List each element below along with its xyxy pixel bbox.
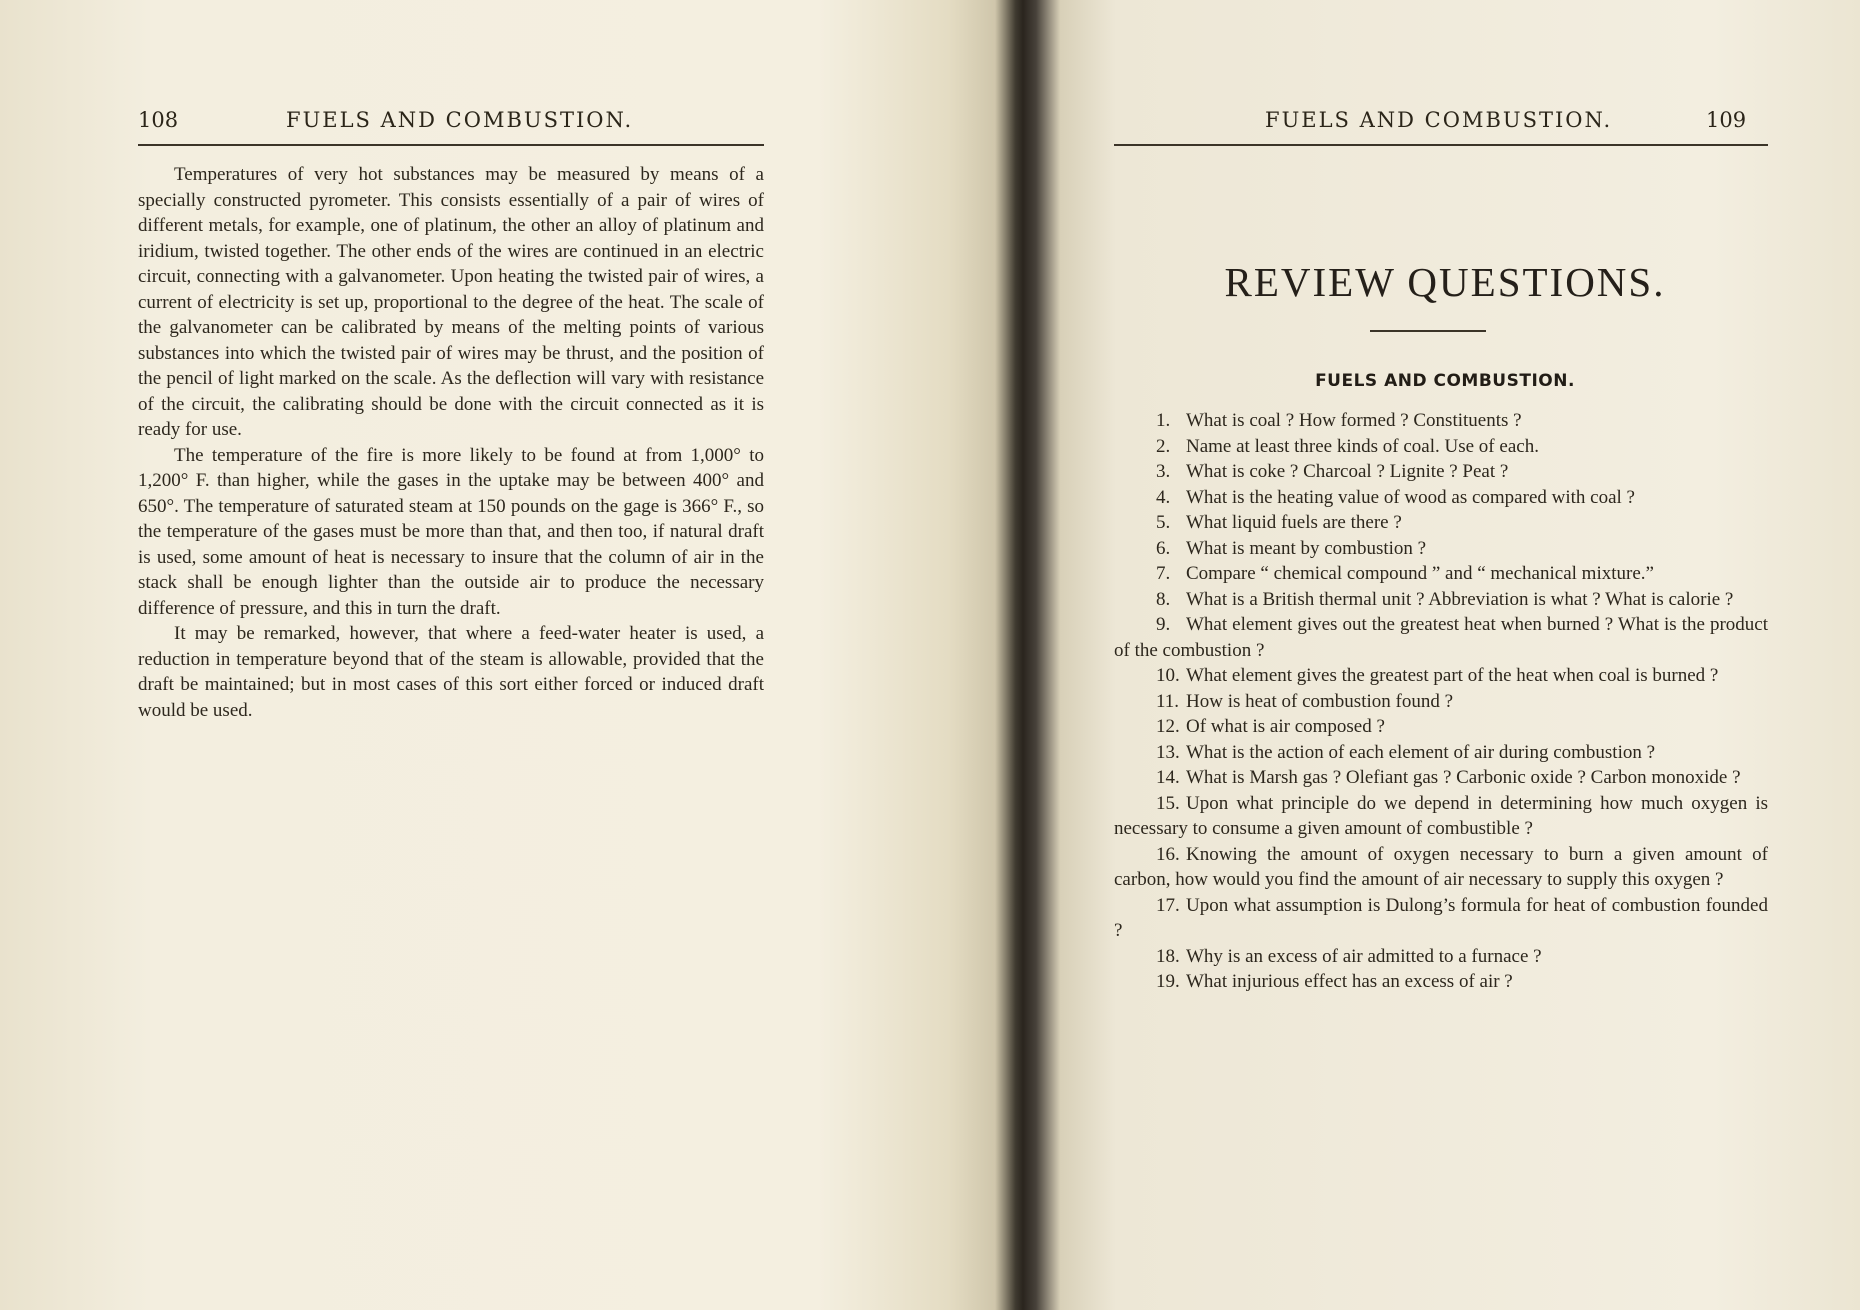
question-text: What is a British thermal unit ? Abbreviation is what ? What is calorie ? [1186, 588, 1734, 610]
right-header-rule [1114, 144, 1768, 146]
question-text: What is meant by combustion ? [1186, 537, 1427, 559]
question-item [1114, 561, 1768, 587]
question-list [1114, 408, 1768, 995]
right-running-head: FUELS AND COMBUSTION. [1265, 108, 1613, 132]
question-item [1114, 842, 1768, 893]
question-text: Upon what principle do we depend in determining how much oxygen is necessary to consume a given amount of combustible ? [1114, 792, 1768, 839]
question-number: 18. [1156, 945, 1180, 967]
title-divider [1370, 330, 1486, 332]
page-title: REVIEW QUESTIONS. [1224, 259, 1666, 305]
question-text: Upon what assumption is Dulong’s formula for heat of combustion founded ? [1114, 894, 1768, 941]
question-item [1114, 893, 1768, 944]
question-text: What injurious effect has an excess of air ? [1186, 971, 1513, 992]
question-text: What is the action of each element of air during combustion ? [1186, 741, 1656, 763]
question-text: What is the heating value of wood as compared with coal ? [1186, 486, 1635, 508]
question-number: 10. [1156, 665, 1180, 686]
question-text: What is coke ? Charcoal ? Lignite ? Peat ? [1186, 461, 1509, 482]
question-number: 17. [1156, 894, 1180, 916]
question-number: 7. [1156, 563, 1171, 584]
question-text: What is Marsh gas ? Olefiant gas ? Carbonic oxide ? Carbon monoxide ? [1186, 767, 1741, 788]
section-heading: FUELS AND COMBUSTION. [1315, 371, 1575, 391]
question-item [1114, 765, 1768, 791]
paragraph: It may be remarked, however, that where a feed-water heater is used, a reduction in temperature beyond that of the steam is allowable, provided that the draft be maintained; but in most cases of this sort either forced or induced draft would be used. [138, 623, 764, 721]
question-text: Knowing the amount of oxygen necessary to burn a given amount of carbon, how would you find the amount of air necessary to supply this oxygen ? [1114, 843, 1768, 890]
question-text: Name at least three kinds of coal. Use of each. [1186, 435, 1539, 457]
question-item [1114, 510, 1768, 536]
question-item [1114, 689, 1768, 715]
left-running-head: FUELS AND COMBUSTION. [286, 108, 634, 132]
question-number: 5. [1156, 512, 1171, 533]
question-number: 19. [1156, 971, 1180, 992]
paragraph: The temperature of the fire is more likely to be found at from 1,000° to 1,200° F. than higher, while the gases in the uptake may be between 400° and 650°. The temperature of saturated steam at 150 pounds on the gage is 366° F., so the temperature of the gases must be more than that, and then too, if natural draft is used, some amount of heat is necessary to insure that the column of air in the stack shall be enough lighter than the outside air to produce the necessary difference of pressure, and this in turn the draft. [138, 444, 764, 619]
left-header-rule [138, 144, 764, 146]
question-item [1114, 944, 1768, 970]
question-item [1114, 663, 1768, 689]
question-number: 4. [1156, 486, 1171, 508]
question-item [1114, 536, 1768, 562]
question-number: 9. [1156, 614, 1171, 635]
question-item [1114, 714, 1768, 740]
question-text: Compare “ chemical compound ” and “ mechanical mixture.” [1186, 563, 1654, 584]
question-item [1114, 408, 1768, 434]
question-item [1114, 740, 1768, 766]
question-number: 16. [1156, 843, 1180, 865]
question-text: How is heat of combustion found ? [1186, 690, 1454, 712]
question-number: 8. [1156, 588, 1171, 610]
question-number: 3. [1156, 461, 1171, 482]
question-item [1114, 485, 1768, 511]
question-number: 1. [1156, 410, 1171, 431]
left-body-text [138, 162, 764, 723]
question-number: 13. [1156, 741, 1180, 763]
question-number: 14. [1156, 767, 1180, 788]
right-page [1030, 0, 1860, 1310]
question-item [1114, 612, 1768, 663]
question-item [1114, 587, 1768, 613]
question-text: Of what is air composed ? [1186, 716, 1385, 737]
question-text: Why is an excess of air admitted to a furnace ? [1186, 945, 1542, 967]
question-text: What liquid fuels are there ? [1186, 512, 1402, 533]
paragraph: Temperatures of very hot substances may be measured by means of a specially constructed pyrometer. This consists essentially of a pair of wires of different metals, for example, one of platinum, the other an alloy of platinum and iridium, twisted together. The other ends of the wires are continued in an electric circuit, connecting with a galvanometer. Upon heating the twisted pair of wires, a current of electricity is set up, proportional to the degree of the heat. The scale of the galvanometer can be calibrated by means of the melting points of various substances into which the twisted pair of wires may be thrust, and the position of the pencil of light marked on the scale. As the deflection will vary with resistance of the circuit, the calibrating should be done with the circuit connected as it is ready for use. [138, 164, 764, 440]
question-number: 6. [1156, 537, 1171, 559]
question-item [1114, 434, 1768, 460]
question-number: 2. [1156, 435, 1171, 457]
left-page-number: 108 [138, 108, 179, 132]
question-text: What element gives out the greatest heat when burned ? What is the product of the combustion ? [1114, 614, 1768, 661]
right-page-number: 109 [1706, 108, 1747, 132]
question-item [1114, 969, 1768, 995]
question-text: What is coal ? How formed ? Constituents ? [1186, 410, 1522, 431]
question-text: What element gives the greatest part of the heat when coal is burned ? [1186, 665, 1719, 686]
question-number: 11. [1156, 690, 1180, 712]
question-number: 15. [1156, 792, 1180, 814]
question-item [1114, 791, 1768, 842]
question-number: 12. [1156, 716, 1180, 737]
question-item [1114, 459, 1768, 485]
